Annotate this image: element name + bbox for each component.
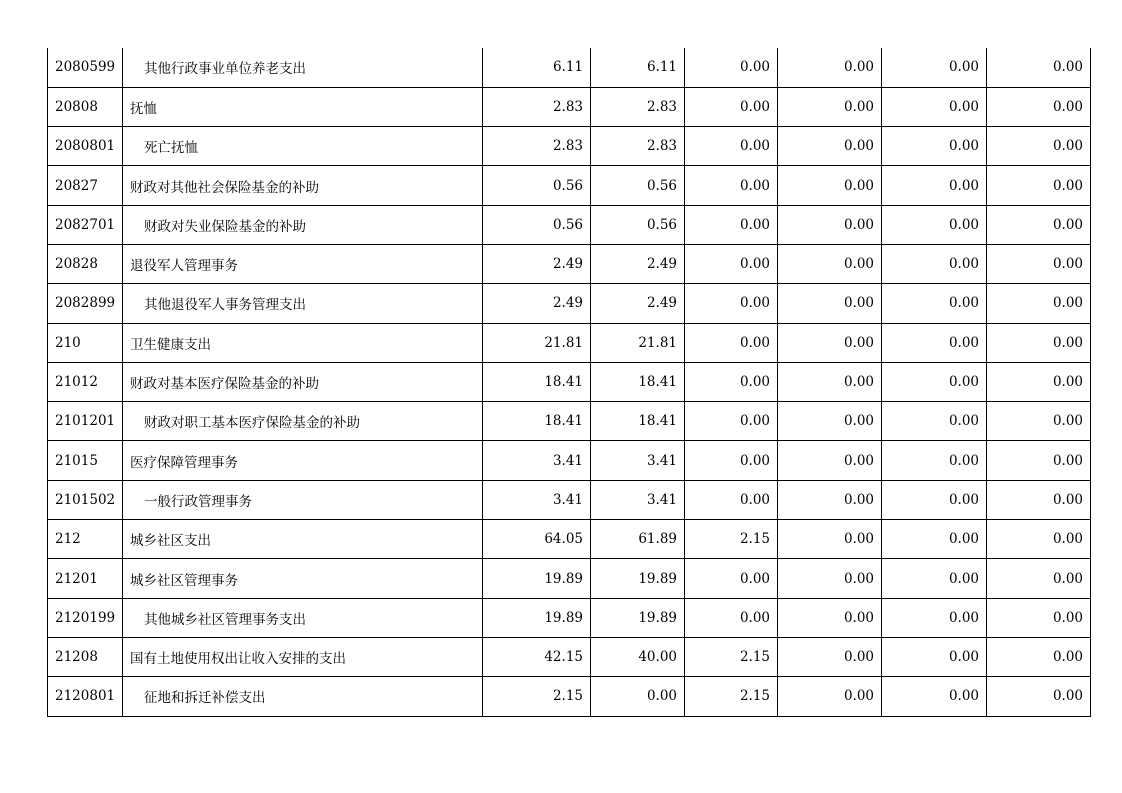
subject-code-cell: 20828: [48, 244, 123, 283]
amount-cell: 0.00: [987, 127, 1091, 166]
amount-cell: 0.00: [987, 166, 1091, 205]
amount-cell: 0.00: [685, 284, 778, 323]
table-row: [48, 598, 1091, 637]
amount-cell: 0.00: [778, 284, 882, 323]
amount-cell: 2.83: [591, 87, 685, 126]
amount-cell: 0.00: [685, 127, 778, 166]
subject-code-cell: 212: [48, 520, 123, 559]
subject-code-cell: 210: [48, 323, 123, 362]
amount-cell: 19.89: [483, 598, 591, 637]
subject-code-cell: 21208: [48, 637, 123, 676]
amount-cell: 0.00: [882, 520, 987, 559]
amount-cell: 3.41: [591, 480, 685, 519]
amount-cell: 0.00: [987, 520, 1091, 559]
table-row: [48, 284, 1091, 323]
amount-cell: 0.00: [882, 166, 987, 205]
amount-cell: 3.41: [483, 441, 591, 480]
amount-cell: 0.00: [882, 441, 987, 480]
budget-table-body: [48, 48, 1091, 716]
amount-cell: 0.00: [685, 87, 778, 126]
amount-cell: 61.89: [591, 520, 685, 559]
table-row: [48, 87, 1091, 126]
subject-code-cell: 21012: [48, 362, 123, 401]
amount-cell: 2.49: [591, 244, 685, 283]
amount-cell: 0.00: [778, 520, 882, 559]
amount-cell: 0.00: [882, 87, 987, 126]
amount-cell: 0.00: [685, 244, 778, 283]
subject-name-cell: 财政对职工基本医疗保险基金的补助: [123, 402, 483, 441]
amount-cell: 18.41: [483, 402, 591, 441]
table-row: [48, 402, 1091, 441]
subject-name-cell: 退役军人管理事务: [123, 244, 483, 283]
amount-cell: 0.00: [778, 362, 882, 401]
amount-cell: 21.81: [483, 323, 591, 362]
amount-cell: 0.00: [882, 637, 987, 676]
amount-cell: 0.00: [778, 637, 882, 676]
amount-cell: 40.00: [591, 637, 685, 676]
subject-name-cell: 城乡社区支出: [123, 520, 483, 559]
subject-name-cell: 其他行政事业单位养老支出: [123, 48, 483, 87]
subject-code-cell: 20827: [48, 166, 123, 205]
table-row: [48, 480, 1091, 519]
subject-name-cell: 医疗保障管理事务: [123, 441, 483, 480]
amount-cell: 0.00: [987, 598, 1091, 637]
subject-code-cell: 2080599: [48, 48, 123, 87]
amount-cell: 0.00: [987, 323, 1091, 362]
amount-cell: 0.00: [882, 284, 987, 323]
amount-cell: 0.00: [778, 598, 882, 637]
amount-cell: 0.56: [483, 205, 591, 244]
amount-cell: 0.00: [778, 677, 882, 716]
table-row: [48, 441, 1091, 480]
subject-name-cell: 城乡社区管理事务: [123, 559, 483, 598]
amount-cell: 0.00: [987, 284, 1091, 323]
amount-cell: 2.15: [685, 677, 778, 716]
table-row: [48, 48, 1091, 87]
amount-cell: 2.83: [591, 127, 685, 166]
subject-name-cell: 财政对其他社会保险基金的补助: [123, 166, 483, 205]
table-row: [48, 637, 1091, 676]
amount-cell: 0.00: [987, 637, 1091, 676]
subject-code-cell: 21201: [48, 559, 123, 598]
amount-cell: 0.00: [778, 441, 882, 480]
amount-cell: 0.00: [778, 205, 882, 244]
subject-code-cell: 21015: [48, 441, 123, 480]
amount-cell: 0.00: [778, 166, 882, 205]
subject-name-cell: 财政对失业保险基金的补助: [123, 205, 483, 244]
subject-name-cell: 抚恤: [123, 87, 483, 126]
subject-code-cell: 2082899: [48, 284, 123, 323]
amount-cell: 0.00: [685, 323, 778, 362]
budget-table: [47, 48, 1091, 717]
amount-cell: 0.00: [882, 127, 987, 166]
amount-cell: 0.00: [685, 480, 778, 519]
amount-cell: 3.41: [483, 480, 591, 519]
amount-cell: 2.15: [685, 520, 778, 559]
amount-cell: 0.00: [685, 48, 778, 87]
amount-cell: 19.89: [591, 559, 685, 598]
amount-cell: 19.89: [483, 559, 591, 598]
subject-code-cell: 20808: [48, 87, 123, 126]
amount-cell: 0.00: [882, 323, 987, 362]
table-row: [48, 362, 1091, 401]
subject-code-cell: 2101502: [48, 480, 123, 519]
amount-cell: 18.41: [483, 362, 591, 401]
table-row: [48, 127, 1091, 166]
amount-cell: 2.15: [483, 677, 591, 716]
subject-code-cell: 2101201: [48, 402, 123, 441]
amount-cell: 42.15: [483, 637, 591, 676]
amount-cell: 0.00: [685, 598, 778, 637]
subject-name-cell: 国有土地使用权出让收入安排的支出: [123, 637, 483, 676]
amount-cell: 2.49: [483, 244, 591, 283]
amount-cell: 0.00: [778, 87, 882, 126]
amount-cell: 6.11: [483, 48, 591, 87]
subject-name-cell: 卫生健康支出: [123, 323, 483, 362]
table-row: [48, 244, 1091, 283]
amount-cell: 0.00: [685, 362, 778, 401]
table-row: [48, 677, 1091, 716]
amount-cell: 0.00: [987, 677, 1091, 716]
amount-cell: 0.00: [882, 362, 987, 401]
amount-cell: 2.49: [591, 284, 685, 323]
amount-cell: 0.00: [882, 598, 987, 637]
subject-name-cell: 死亡抚恤: [123, 127, 483, 166]
subject-code-cell: 2082701: [48, 205, 123, 244]
amount-cell: 0.00: [778, 559, 882, 598]
amount-cell: 0.00: [685, 441, 778, 480]
amount-cell: 0.56: [483, 166, 591, 205]
amount-cell: 0.00: [882, 677, 987, 716]
amount-cell: 0.00: [685, 559, 778, 598]
amount-cell: 0.56: [591, 166, 685, 205]
amount-cell: 19.89: [591, 598, 685, 637]
amount-cell: 0.00: [987, 87, 1091, 126]
amount-cell: 2.83: [483, 87, 591, 126]
amount-cell: 0.00: [987, 48, 1091, 87]
amount-cell: 0.00: [987, 441, 1091, 480]
amount-cell: 0.00: [778, 323, 882, 362]
amount-cell: 0.00: [882, 559, 987, 598]
table-row: [48, 205, 1091, 244]
table-row: [48, 559, 1091, 598]
amount-cell: 18.41: [591, 402, 685, 441]
amount-cell: 0.00: [987, 480, 1091, 519]
amount-cell: 0.00: [987, 402, 1091, 441]
amount-cell: 0.00: [685, 166, 778, 205]
amount-cell: 0.00: [882, 244, 987, 283]
subject-name-cell: 一般行政管理事务: [123, 480, 483, 519]
amount-cell: 2.15: [685, 637, 778, 676]
table-row: [48, 520, 1091, 559]
subject-name-cell: 其他城乡社区管理事务支出: [123, 598, 483, 637]
amount-cell: 0.00: [882, 48, 987, 87]
amount-cell: 0.00: [987, 244, 1091, 283]
amount-cell: 0.00: [882, 205, 987, 244]
subject-name-cell: 征地和拆迁补偿支出: [123, 677, 483, 716]
amount-cell: 0.56: [591, 205, 685, 244]
subject-code-cell: 2120801: [48, 677, 123, 716]
amount-cell: 2.49: [483, 284, 591, 323]
amount-cell: 64.05: [483, 520, 591, 559]
amount-cell: 21.81: [591, 323, 685, 362]
amount-cell: 0.00: [987, 205, 1091, 244]
subject-code-cell: 2120199: [48, 598, 123, 637]
amount-cell: 6.11: [591, 48, 685, 87]
amount-cell: 0.00: [882, 402, 987, 441]
amount-cell: 18.41: [591, 362, 685, 401]
amount-cell: 0.00: [778, 127, 882, 166]
amount-cell: 0.00: [778, 244, 882, 283]
amount-cell: 0.00: [685, 402, 778, 441]
table-row: [48, 323, 1091, 362]
amount-cell: 0.00: [778, 48, 882, 87]
amount-cell: 0.00: [778, 402, 882, 441]
amount-cell: 0.00: [685, 205, 778, 244]
amount-cell: 3.41: [591, 441, 685, 480]
subject-name-cell: 财政对基本医疗保险基金的补助: [123, 362, 483, 401]
amount-cell: 0.00: [987, 362, 1091, 401]
table-row: [48, 166, 1091, 205]
amount-cell: 0.00: [591, 677, 685, 716]
amount-cell: 2.83: [483, 127, 591, 166]
amount-cell: 0.00: [778, 480, 882, 519]
amount-cell: 0.00: [882, 480, 987, 519]
subject-code-cell: 2080801: [48, 127, 123, 166]
subject-name-cell: 其他退役军人事务管理支出: [123, 284, 483, 323]
amount-cell: 0.00: [987, 559, 1091, 598]
